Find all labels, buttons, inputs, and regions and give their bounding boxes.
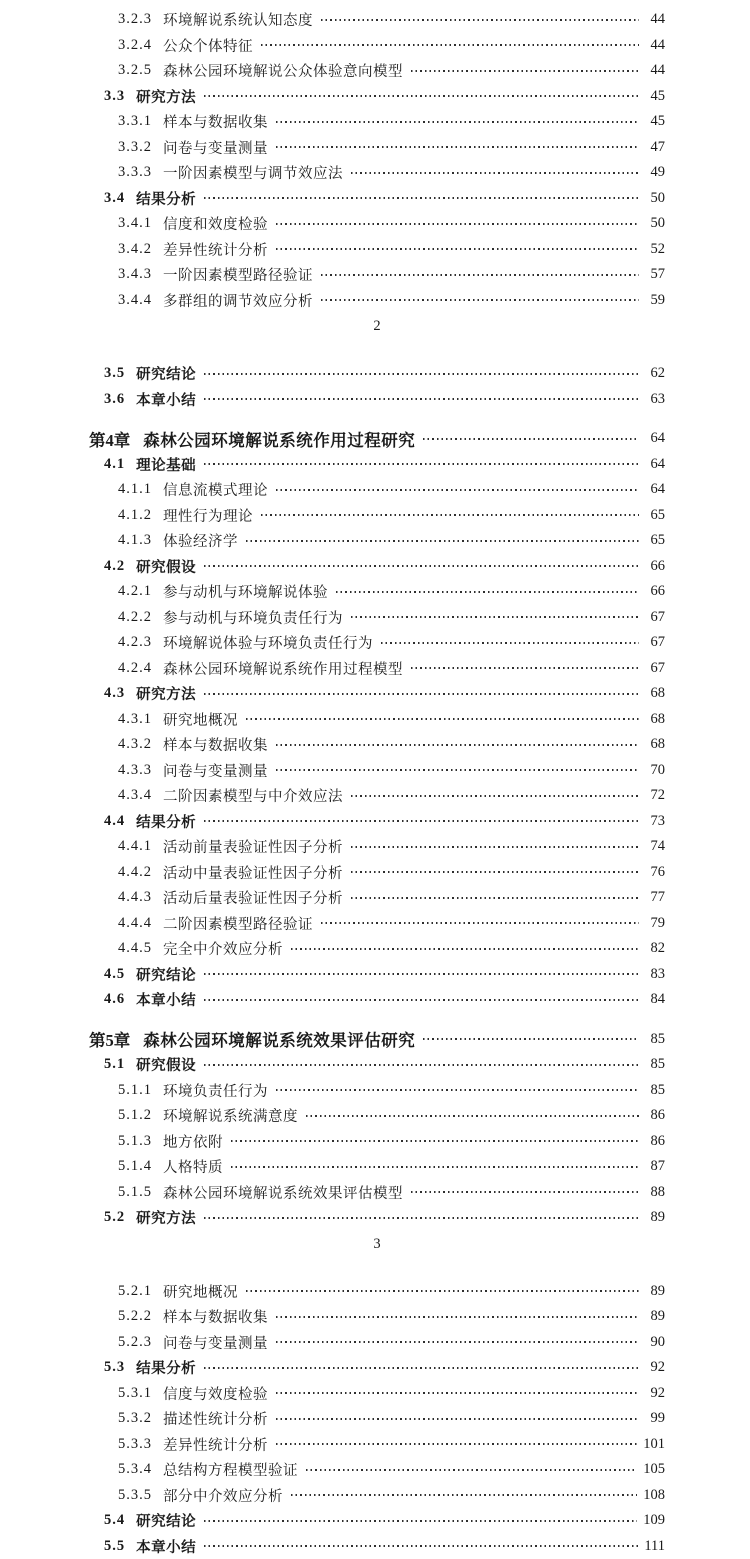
- entry-number: 4.3.4: [118, 787, 152, 804]
- entry-page: 86: [645, 1107, 665, 1124]
- entry-page: 92: [645, 1385, 665, 1402]
- entry-number: 4.1.2: [118, 507, 152, 524]
- toc-entry: [89, 605, 665, 631]
- entry-title: 本章小结: [136, 1536, 196, 1557]
- entry-number: 4.4: [104, 813, 125, 830]
- entry-page: 82: [645, 940, 665, 957]
- toc-entry: [89, 1483, 665, 1509]
- toc-entry: [89, 7, 665, 33]
- dot-leader: [306, 1469, 637, 1471]
- entry-page: 77: [645, 889, 665, 906]
- toc-entry: [89, 758, 665, 784]
- entry-title: 信息流模式理论: [163, 479, 268, 500]
- entry-page: 66: [645, 558, 665, 575]
- toc-entry: [89, 528, 665, 554]
- dot-leader: [411, 1191, 639, 1193]
- entry-page: 83: [645, 966, 665, 983]
- entry-page: 99: [645, 1410, 665, 1427]
- entry-number: 4.3.3: [118, 762, 152, 779]
- toc-entry: [89, 288, 665, 314]
- toc-entry: [89, 834, 665, 860]
- entry-page: 50: [645, 215, 665, 232]
- dot-leader: [204, 973, 639, 975]
- toc-entry: [89, 1180, 665, 1206]
- dot-leader: [231, 1140, 639, 1142]
- entry-page: 79: [645, 915, 665, 932]
- toc-entry: [89, 1027, 665, 1053]
- entry-number: 5.2.1: [118, 1283, 152, 1300]
- entry-number: 4.2.4: [118, 660, 152, 677]
- entry-title: 人格特质: [163, 1156, 223, 1177]
- entry-title: 本章小结: [136, 989, 196, 1010]
- entry-title: 研究方法: [136, 1207, 196, 1228]
- toc-entry: [89, 58, 665, 84]
- toc-entry: [89, 1406, 665, 1432]
- entry-number: 5.4: [104, 1512, 125, 1529]
- toc-entry: [89, 681, 665, 707]
- entry-title: 部分中介效应分析: [163, 1485, 283, 1506]
- entry-page: 68: [645, 711, 665, 728]
- entry-number: 4.4.1: [118, 838, 152, 855]
- entry-page: 109: [643, 1512, 665, 1529]
- entry-page: 67: [645, 634, 665, 651]
- entry-number: 4.1.3: [118, 532, 152, 549]
- toc-entry: [89, 809, 665, 835]
- entry-page: 57: [645, 266, 665, 283]
- entry-title: 研究结论: [136, 964, 196, 985]
- toc-entry: [89, 656, 665, 682]
- entry-number: 5.1.4: [118, 1158, 152, 1175]
- dot-leader: [423, 1038, 639, 1040]
- entry-title: 研究假设: [136, 1054, 196, 1075]
- toc-entry: [89, 1330, 665, 1356]
- entry-title: 森林公园环境解说公众体验意向模型: [163, 60, 403, 81]
- dot-leader: [246, 1290, 639, 1292]
- entry-page: 49: [645, 164, 665, 181]
- entry-page: 50: [645, 190, 665, 207]
- entry-number: 3.4: [104, 190, 125, 207]
- entry-number: 3.4.1: [118, 215, 152, 232]
- entry-number: 5.3.5: [118, 1487, 152, 1504]
- entry-number: 4.4.4: [118, 915, 152, 932]
- toc-entry: [89, 962, 665, 988]
- dot-leader: [204, 197, 639, 199]
- toc-section: [89, 7, 665, 313]
- entry-page: 64: [645, 456, 665, 473]
- dot-leader: [276, 121, 639, 123]
- toc-entry: [89, 1154, 665, 1180]
- entry-page: 67: [645, 609, 665, 626]
- dot-leader: [204, 463, 639, 465]
- toc-entry: [89, 186, 665, 212]
- entry-number: 4.1: [104, 456, 125, 473]
- dot-leader: [204, 565, 639, 567]
- entry-page: 44: [645, 11, 665, 28]
- entry-number: 4.1.1: [118, 481, 152, 498]
- entry-title: 森林公园环境解说系统效果评估模型: [163, 1182, 403, 1203]
- entry-page: 70: [645, 762, 665, 779]
- toc-entry: [89, 211, 665, 237]
- entry-number: 3.4.3: [118, 266, 152, 283]
- entry-number: 5.3.1: [118, 1385, 152, 1402]
- entry-page: 52: [645, 241, 665, 258]
- entry-title: 活动中量表验证性因子分析: [163, 862, 343, 883]
- entry-page: 68: [645, 736, 665, 753]
- toc-root: [89, 7, 665, 1559]
- entry-page: 59: [645, 292, 665, 309]
- entry-title: 研究方法: [136, 86, 196, 107]
- dot-leader: [276, 1341, 639, 1343]
- dot-leader: [336, 591, 639, 593]
- dot-leader: [321, 274, 639, 276]
- entry-title: 地方依附: [163, 1131, 223, 1152]
- dot-leader: [291, 948, 639, 950]
- dot-leader: [306, 1115, 639, 1117]
- dot-leader: [204, 820, 639, 822]
- toc-entry: [89, 707, 665, 733]
- toc-entry: [89, 554, 665, 580]
- dot-leader: [321, 922, 639, 924]
- toc-entry: [89, 630, 665, 656]
- entry-number: 4.3.2: [118, 736, 152, 753]
- entry-title: 参与动机与环境负责任行为: [163, 607, 343, 628]
- toc-entry: [89, 1279, 665, 1305]
- entry-number: 5.1.1: [118, 1082, 152, 1099]
- entry-page: 68: [645, 685, 665, 702]
- entry-title: 理论基础: [136, 454, 196, 475]
- entry-number: 5.2.2: [118, 1308, 152, 1325]
- toc-entry: [89, 361, 665, 387]
- dot-leader: [276, 1443, 637, 1445]
- entry-number: 5.2.3: [118, 1334, 152, 1351]
- toc-entry: [89, 109, 665, 135]
- dot-leader: [276, 248, 639, 250]
- toc-entry: [89, 84, 665, 110]
- entry-page: 87: [645, 1158, 665, 1175]
- toc-entry: [89, 1103, 665, 1129]
- entry-page: 47: [645, 139, 665, 156]
- entry-page: 89: [645, 1209, 665, 1226]
- entry-title: 公众个体特征: [163, 35, 253, 56]
- entry-title: 差异性统计分析: [163, 239, 268, 260]
- entry-title: 环境解说体验与环境负责任行为: [163, 632, 373, 653]
- toc-section: [89, 1279, 665, 1559]
- entry-number: 4.2.1: [118, 583, 152, 600]
- entry-page: 84: [645, 991, 665, 1008]
- toc-entry: [89, 1078, 665, 1104]
- dot-leader: [204, 1217, 639, 1219]
- toc-entry: [89, 987, 665, 1013]
- entry-title: 活动前量表验证性因子分析: [163, 836, 343, 857]
- toc-entry: [89, 1052, 665, 1078]
- dot-leader: [204, 95, 639, 97]
- entry-title: 研究假设: [136, 556, 196, 577]
- entry-number: 5.5: [104, 1538, 125, 1555]
- entry-page: 85: [645, 1056, 665, 1073]
- entry-page: 89: [645, 1308, 665, 1325]
- page-number-footer: 3: [89, 1231, 665, 1257]
- entry-number: 3.3.3: [118, 164, 152, 181]
- entry-number: 4.5: [104, 966, 125, 983]
- toc-entry: [89, 1355, 665, 1381]
- entry-title: 完全中介效应分析: [163, 938, 283, 959]
- entry-page: 74: [645, 838, 665, 855]
- entry-number: 5.1.2: [118, 1107, 152, 1124]
- entry-title: 活动后量表验证性因子分析: [163, 887, 343, 908]
- dot-leader: [276, 1418, 639, 1420]
- entry-title: 结果分析: [136, 1357, 196, 1378]
- entry-page: 66: [645, 583, 665, 600]
- toc-entry: [89, 33, 665, 59]
- entry-number: 4.2: [104, 558, 125, 575]
- entry-page: 88: [645, 1184, 665, 1201]
- entry-title: 研究结论: [136, 1510, 196, 1531]
- entry-number: 4.4.2: [118, 864, 152, 881]
- dot-leader: [276, 146, 639, 148]
- entry-page: 72: [645, 787, 665, 804]
- entry-title: 环境负责任行为: [163, 1080, 268, 1101]
- entry-page: 44: [645, 62, 665, 79]
- toc-entry: [89, 135, 665, 161]
- entry-number: 5.3: [104, 1359, 125, 1376]
- entry-page: 89: [645, 1283, 665, 1300]
- entry-number: 3.3.1: [118, 113, 152, 130]
- entry-number: 4.3.1: [118, 711, 152, 728]
- page-number-footer: 2: [89, 313, 665, 339]
- dot-leader: [276, 769, 639, 771]
- toc-entry: [89, 732, 665, 758]
- dot-leader: [204, 398, 639, 400]
- dot-leader: [351, 846, 639, 848]
- toc-entry: [89, 911, 665, 937]
- entry-title: 研究地概况: [163, 709, 238, 730]
- entry-number: 5.1.5: [118, 1184, 152, 1201]
- entry-number: 3.2.5: [118, 62, 152, 79]
- toc-entry: [89, 1381, 665, 1407]
- toc-entry: [89, 1508, 665, 1534]
- dot-leader: [351, 172, 639, 174]
- dot-leader: [321, 19, 639, 21]
- dot-leader: [351, 871, 639, 873]
- entry-number: 4.6: [104, 991, 125, 1008]
- entry-page: 76: [645, 864, 665, 881]
- dot-leader: [411, 70, 639, 72]
- entry-page: 67: [645, 660, 665, 677]
- entry-title: 一阶因素模型与调节效应法: [163, 162, 343, 183]
- entry-title: 二阶因素模型路径验证: [163, 913, 313, 934]
- dot-leader: [261, 44, 639, 46]
- entry-number: 4.4.3: [118, 889, 152, 906]
- toc-entry: [89, 426, 665, 452]
- toc-section: [89, 361, 665, 1231]
- entry-title: 差异性统计分析: [163, 1434, 268, 1455]
- toc-entry: [89, 1129, 665, 1155]
- toc-entry: [89, 1304, 665, 1330]
- entry-title: 体验经济学: [163, 530, 238, 551]
- entry-number: 5.3.4: [118, 1461, 152, 1478]
- entry-page: 64: [645, 430, 665, 447]
- dot-leader: [246, 718, 639, 720]
- toc-entry: [89, 477, 665, 503]
- entry-number: 3.3: [104, 88, 125, 105]
- dot-leader: [411, 667, 639, 669]
- entry-page: 63: [645, 391, 665, 408]
- dot-leader: [351, 616, 639, 618]
- dot-leader: [204, 373, 639, 375]
- dot-leader: [276, 1089, 639, 1091]
- section-gap: [89, 339, 665, 361]
- entry-title: 理性行为理论: [163, 505, 253, 526]
- toc-entry: [89, 237, 665, 263]
- entry-page: 73: [645, 813, 665, 830]
- entry-page: 62: [645, 365, 665, 382]
- entry-page: 85: [645, 1082, 665, 1099]
- entry-title: 一阶因素模型路径验证: [163, 264, 313, 285]
- toc-entry: [89, 783, 665, 809]
- dot-leader: [204, 1520, 637, 1522]
- entry-page: 111: [644, 1538, 665, 1555]
- entry-title: 总结构方程模型验证: [163, 1459, 298, 1480]
- entry-page: 45: [645, 88, 665, 105]
- dot-leader: [231, 1166, 639, 1168]
- entry-title: 环境解说系统认知态度: [163, 9, 313, 30]
- toc-entry: [89, 1432, 665, 1458]
- entry-number: 4.2.3: [118, 634, 152, 651]
- dot-leader: [276, 223, 639, 225]
- entry-number: 3.3.2: [118, 139, 152, 156]
- entry-title: 结果分析: [136, 188, 196, 209]
- dot-leader: [276, 1316, 639, 1318]
- entry-title: 环境解说系统满意度: [163, 1105, 298, 1126]
- entry-number: 5.3.2: [118, 1410, 152, 1427]
- dot-leader: [246, 540, 639, 542]
- entry-title: 森林公园环境解说系统效果评估研究: [143, 1027, 415, 1051]
- dot-leader: [381, 642, 639, 644]
- entry-title: 二阶因素模型与中介效应法: [163, 785, 343, 806]
- dot-leader: [276, 489, 639, 491]
- toc-entry: [89, 387, 665, 413]
- entry-number: 4.3: [104, 685, 125, 702]
- dot-leader: [204, 1064, 639, 1066]
- dot-leader: [204, 999, 639, 1001]
- dot-leader: [204, 693, 639, 695]
- toc-entry: [89, 452, 665, 478]
- dot-leader: [204, 1367, 639, 1369]
- section-gap: [89, 1257, 665, 1279]
- toc-entry: [89, 579, 665, 605]
- entry-title: 问卷与变量测量: [163, 137, 268, 158]
- dot-leader: [276, 744, 639, 746]
- entry-page: 86: [645, 1133, 665, 1150]
- entry-page: 90: [645, 1334, 665, 1351]
- entry-title: 多群组的调节效应分析: [163, 290, 313, 311]
- entry-page: 108: [643, 1487, 665, 1504]
- toc-entry: [89, 885, 665, 911]
- entry-title: 本章小结: [136, 389, 196, 410]
- dot-leader: [261, 514, 639, 516]
- entry-number: 5.3.3: [118, 1436, 152, 1453]
- entry-title: 研究结论: [136, 363, 196, 384]
- entry-title: 森林公园环境解说系统作用过程模型: [163, 658, 403, 679]
- toc-entry: [89, 860, 665, 886]
- entry-number: 3.6: [104, 391, 125, 408]
- entry-title: 样本与数据收集: [163, 1306, 268, 1327]
- entry-page: 64: [645, 481, 665, 498]
- dot-leader: [321, 299, 639, 301]
- entry-title: 研究方法: [136, 683, 196, 704]
- entry-page: 85: [645, 1031, 665, 1048]
- entry-title: 样本与数据收集: [163, 111, 268, 132]
- entry-title: 问卷与变量测量: [163, 1332, 268, 1353]
- toc-entry: [89, 1534, 665, 1559]
- entry-number: 4.2.2: [118, 609, 152, 626]
- toc-entry: [89, 262, 665, 288]
- entry-number: 3.2.4: [118, 37, 152, 54]
- toc-entry: [89, 1457, 665, 1483]
- entry-page: 65: [645, 507, 665, 524]
- entry-number: 3.4.2: [118, 241, 152, 258]
- entry-number: 第4章: [89, 427, 130, 451]
- entry-page: 65: [645, 532, 665, 549]
- entry-title: 参与动机与环境解说体验: [163, 581, 328, 602]
- entry-number: 4.4.5: [118, 940, 152, 957]
- entry-title: 研究地概况: [163, 1281, 238, 1302]
- entry-page: 92: [645, 1359, 665, 1376]
- entry-title: 信度与效度检验: [163, 1383, 268, 1404]
- entry-number: 5.1: [104, 1056, 125, 1073]
- entry-title: 森林公园环境解说系统作用过程研究: [143, 427, 415, 451]
- dot-leader: [423, 438, 639, 440]
- entry-number: 第5章: [89, 1027, 130, 1051]
- toc-entry: [89, 936, 665, 962]
- dot-leader: [276, 1392, 639, 1394]
- entry-title: 结果分析: [136, 811, 196, 832]
- entry-title: 问卷与变量测量: [163, 760, 268, 781]
- entry-number: 3.2.3: [118, 11, 152, 28]
- toc-entry: [89, 503, 665, 529]
- entry-title: 描述性统计分析: [163, 1408, 268, 1429]
- entry-number: 3.5: [104, 365, 125, 382]
- entry-number: 3.4.4: [118, 292, 152, 309]
- entry-number: 5.2: [104, 1209, 125, 1226]
- entry-page: 45: [645, 113, 665, 130]
- dot-leader: [351, 795, 639, 797]
- entry-title: 信度和效度检验: [163, 213, 268, 234]
- entry-number: 5.1.3: [118, 1133, 152, 1150]
- entry-title: 样本与数据收集: [163, 734, 268, 755]
- entry-page: 105: [643, 1461, 665, 1478]
- entry-page: 44: [645, 37, 665, 54]
- entry-page: 101: [643, 1436, 665, 1453]
- dot-leader: [291, 1494, 637, 1496]
- dot-leader: [351, 897, 639, 899]
- toc-entry: [89, 160, 665, 186]
- toc-entry: [89, 1205, 665, 1231]
